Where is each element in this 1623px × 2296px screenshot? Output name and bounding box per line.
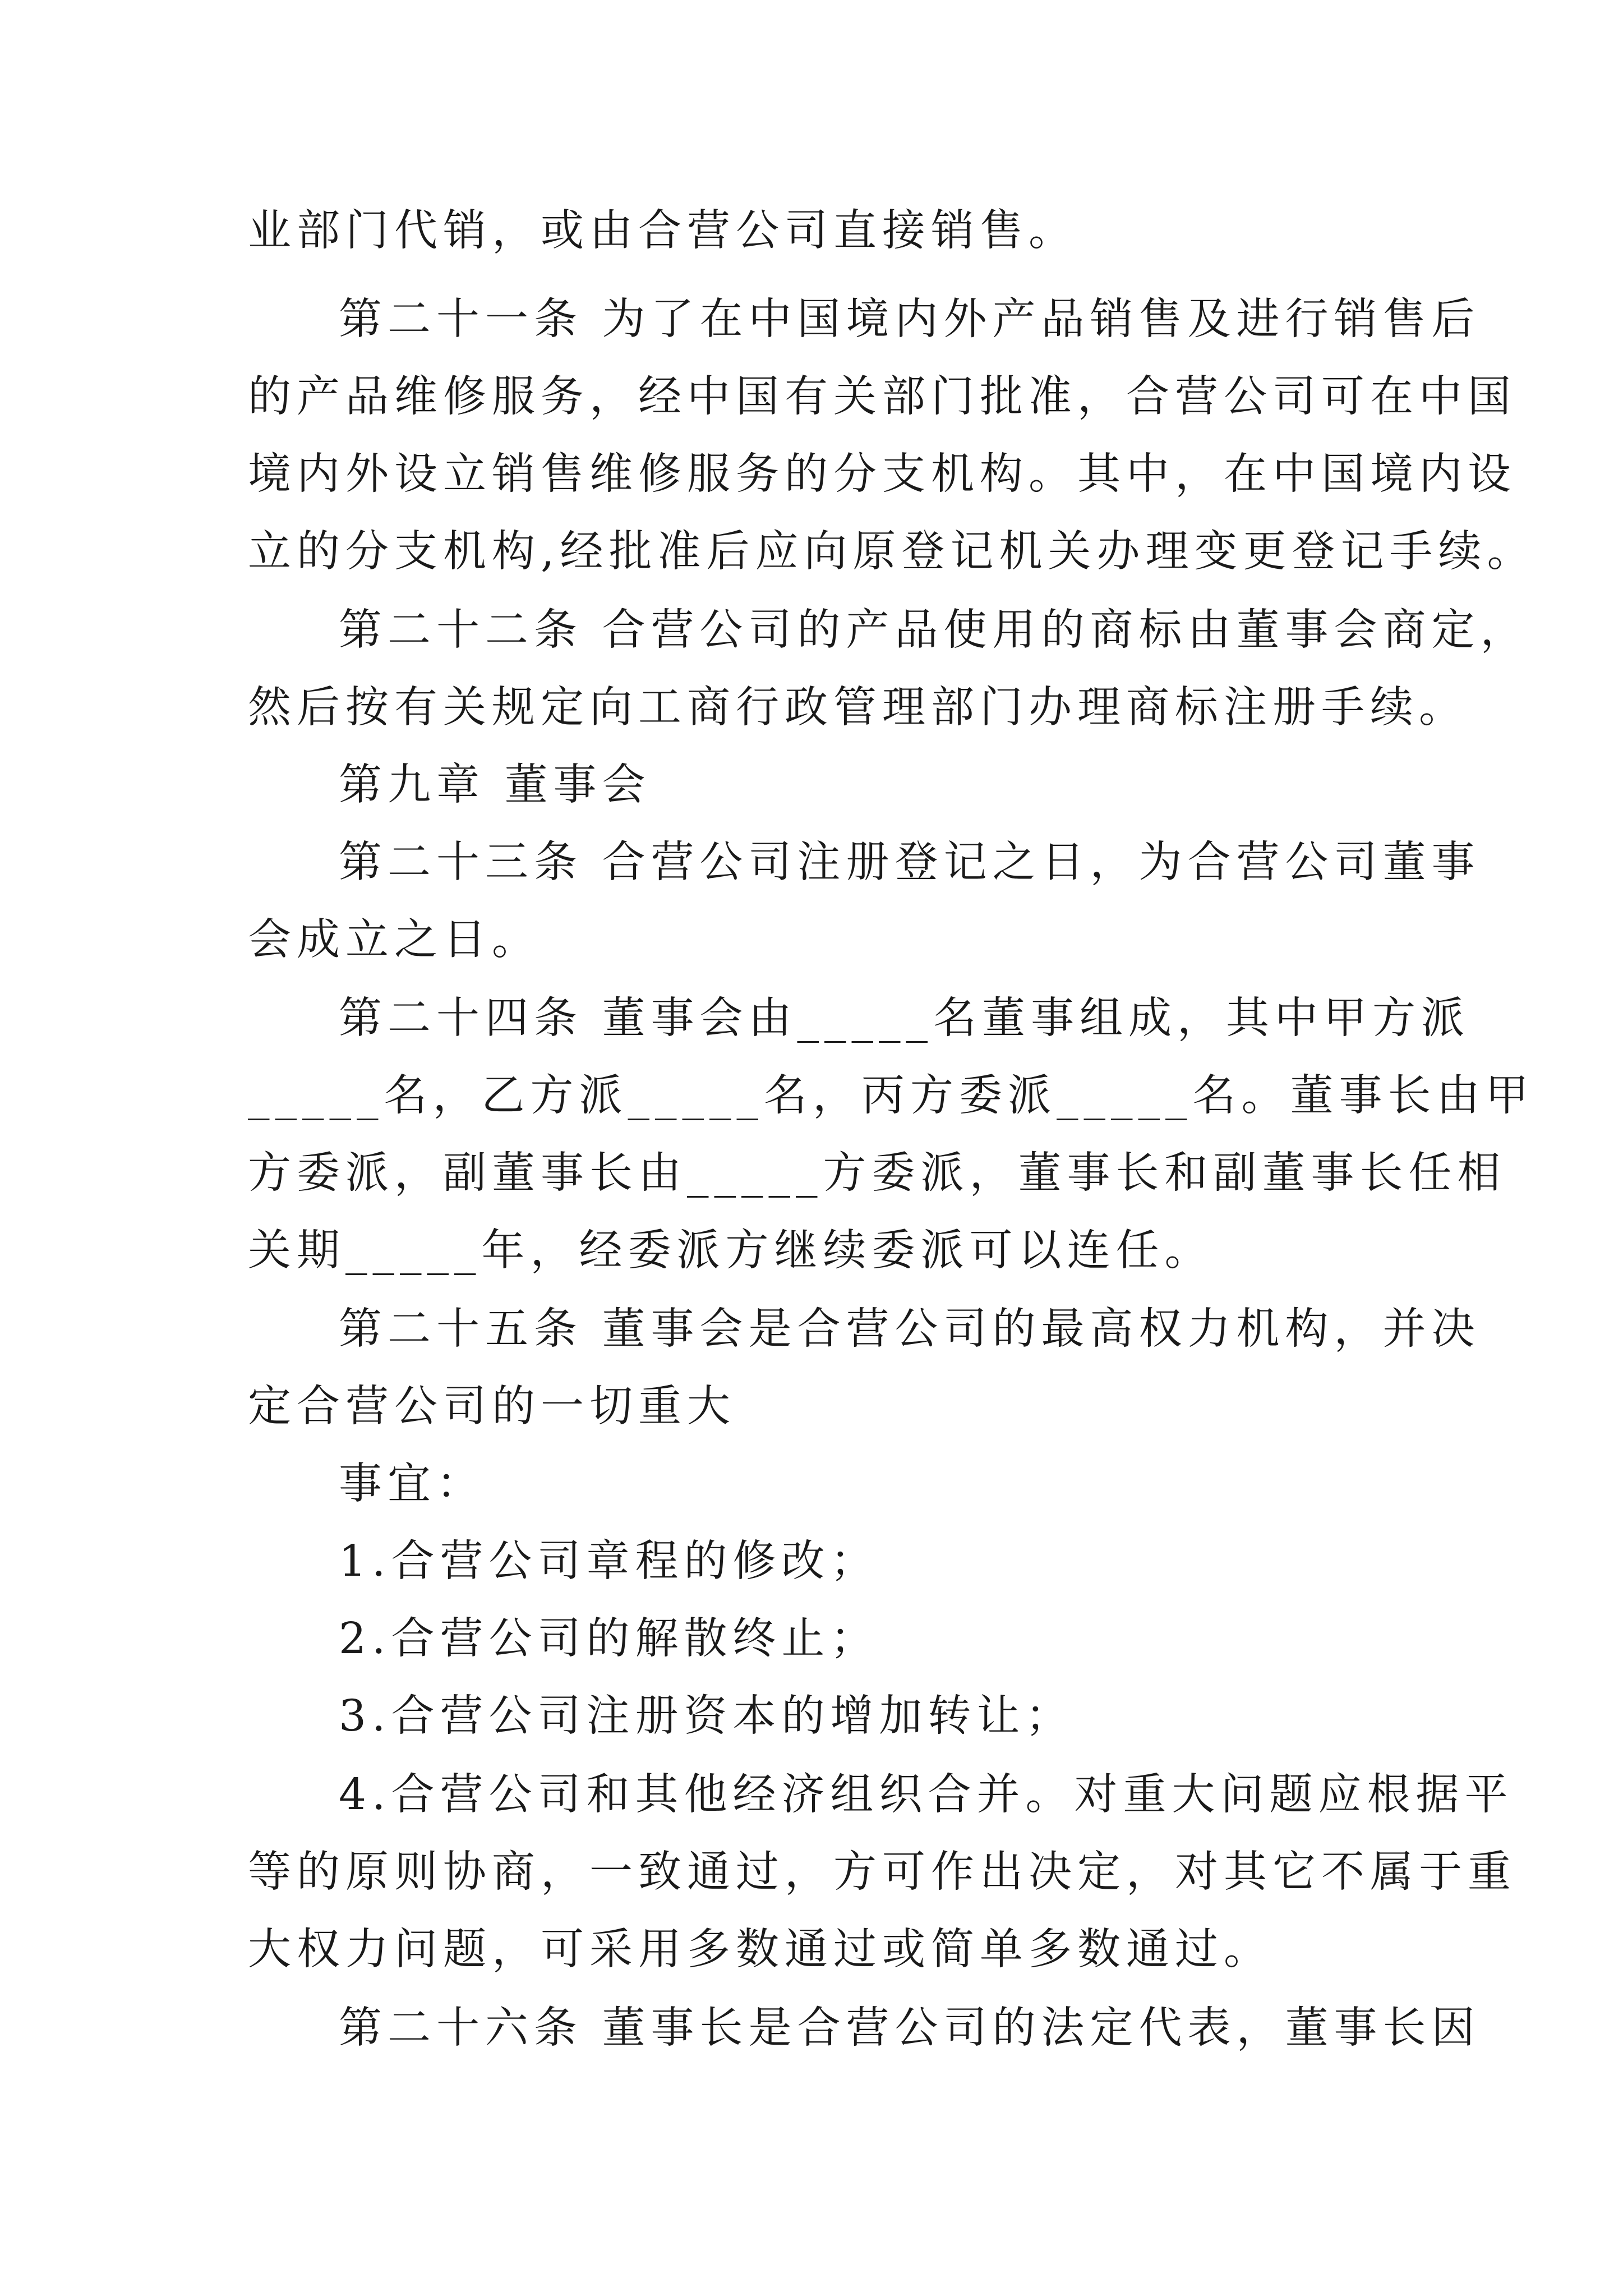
article-21-line: 第二十一条 为了在中国境内外产品销售及进行销售后 bbox=[339, 295, 1481, 344]
text-line: _____名，乙方派_____名，丙方委派_____名。董事长由甲 bbox=[248, 1071, 1534, 1121]
text-line: 方委派，副董事长由_____方委派，董事长和副董事长任相 bbox=[248, 1148, 1506, 1198]
text-line: 事宜： bbox=[339, 1459, 485, 1509]
text-line: 关期_____年，经委派方继续委派可以连任。 bbox=[248, 1226, 1214, 1276]
article-25-line: 第二十五条 董事会是合营公司的最高权力机构，并决 bbox=[339, 1304, 1481, 1354]
article-23-line: 第二十三条 合营公司注册登记之日，为合营公司董事 bbox=[339, 838, 1481, 887]
text-line: 境内外设立销售维修服务的分支机构。其中，在中国境内设 bbox=[248, 449, 1516, 499]
list-item-1: 1.合营公司章程的修改； bbox=[339, 1536, 879, 1586]
list-item-4: 4.合营公司和其他经济组织合并。对重大问题应根据平 bbox=[339, 1770, 1514, 1820]
text-line: 的产品维修服务，经中国有关部门批准，合营公司可在中国 bbox=[248, 372, 1516, 422]
text-line: 定合营公司的一切重大 bbox=[248, 1382, 736, 1432]
list-item-2: 2.合营公司的解散终止； bbox=[339, 1614, 879, 1664]
list-item-3: 3.合营公司注册资本的增加转让； bbox=[339, 1691, 1075, 1741]
article-22-line: 第二十二条 合营公司的产品使用的商标由董事会商定， bbox=[339, 605, 1529, 655]
article-26-line: 第二十六条 董事长是合营公司的法定代表，董事长因 bbox=[339, 2003, 1481, 2053]
text-line: 等的原则协商，一致通过，方可作出决定，对其它不属于重 bbox=[248, 1847, 1516, 1897]
text-line: 业部门代销，或由合营公司直接销售。 bbox=[248, 206, 1077, 256]
text-line: 大权力问题，可采用多数通过或简单多数通过。 bbox=[248, 1925, 1272, 1975]
chapter-9-heading: 第九章 董事会 bbox=[339, 760, 651, 810]
article-24-line: 第二十四条 董事会由_____名董事组成，其中甲方派 bbox=[339, 993, 1470, 1043]
text-line: 然后按有关规定向工商行政管理部门办理商标注册手续。 bbox=[248, 683, 1468, 733]
text-line: 立的分支机构,经批准后应向原登记机关办理变更登记手续。 bbox=[248, 527, 1536, 577]
text-line: 会成立之日。 bbox=[248, 915, 541, 965]
